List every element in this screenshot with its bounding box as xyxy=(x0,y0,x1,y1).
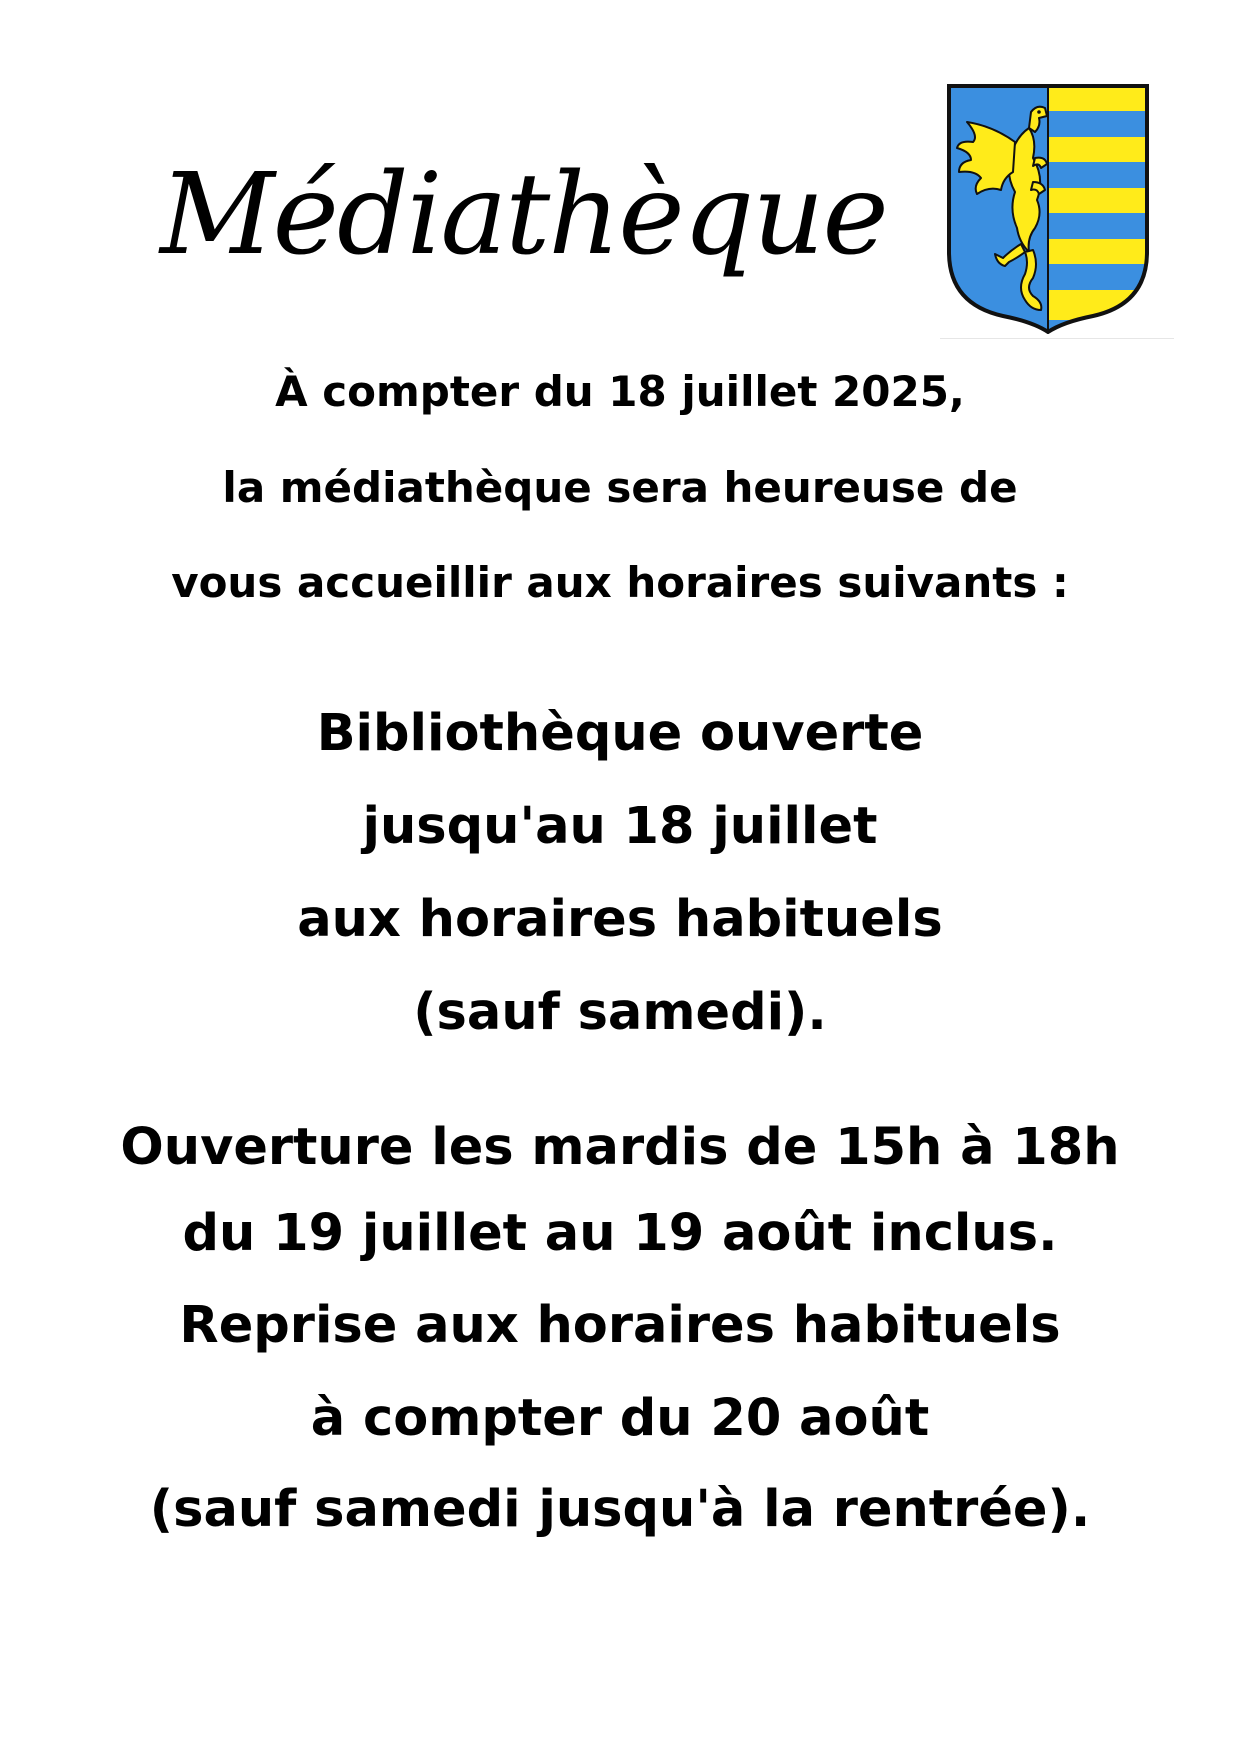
coat-of-arms-icon xyxy=(945,82,1151,334)
intro-line-3: vous accueillir aux horaires suivants : xyxy=(171,558,1069,607)
library-line-4: (sauf samedi). xyxy=(413,983,827,1042)
summer-line-1: Ouverture les mardis de 15h à 18h xyxy=(120,1118,1120,1177)
crest-divider xyxy=(940,338,1174,339)
summer-line-2: du 19 juillet au 19 août inclus. xyxy=(182,1204,1058,1263)
poster-title: Médiathèque xyxy=(160,150,887,280)
summer-line-3: Reprise aux horaires habituels xyxy=(179,1296,1061,1355)
library-line-2: jusqu'au 18 juillet xyxy=(362,797,878,856)
intro-line-2: la médiathèque sera heureuse de xyxy=(222,463,1018,512)
summer-line-5: (sauf samedi jusqu'à la rentrée). xyxy=(149,1480,1091,1539)
intro-line-1: À compter du 18 juillet 2025, xyxy=(275,367,965,416)
library-line-3: aux horaires habituels xyxy=(297,890,943,949)
library-line-1: Bibliothèque ouverte xyxy=(316,704,924,763)
summer-line-4: à compter du 20 août xyxy=(310,1389,930,1448)
